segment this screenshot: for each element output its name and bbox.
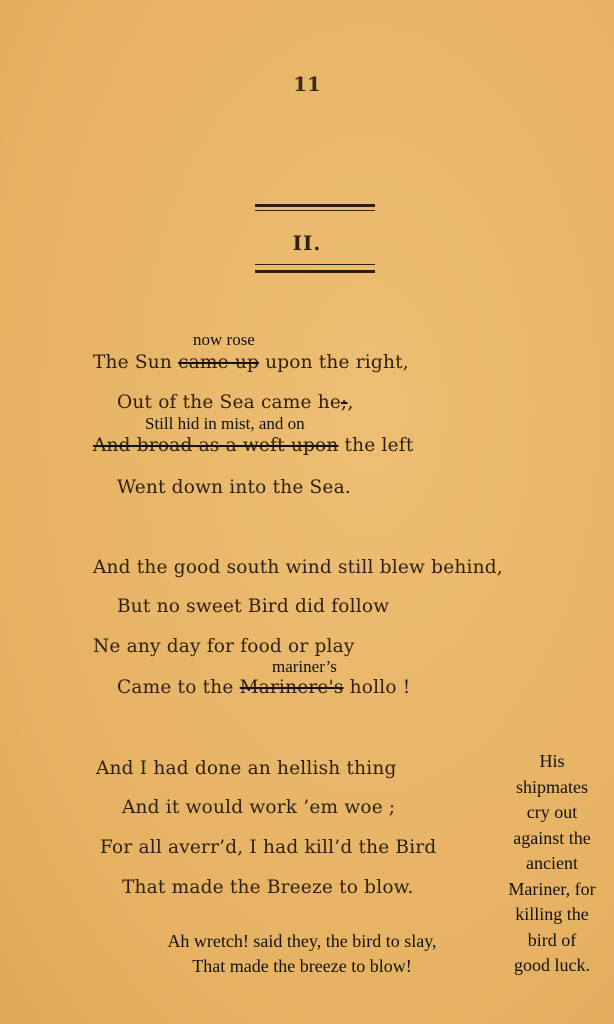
insertion-still-hid: Still hid in mist, and on bbox=[145, 414, 305, 433]
section-heading: II. bbox=[292, 231, 322, 255]
stanza2-line4 bbox=[117, 677, 410, 698]
gloss-line: ancient bbox=[526, 853, 578, 873]
gloss-line: against the bbox=[513, 827, 591, 848]
line-text: Came to the bbox=[117, 677, 240, 698]
line-text: hollo ! bbox=[343, 677, 411, 698]
line-text: the left bbox=[338, 435, 414, 456]
line-text: The Sun bbox=[93, 352, 179, 373]
insertion-now-rose: now rose bbox=[193, 330, 255, 349]
top-rule-thin bbox=[255, 210, 375, 211]
insertion-mariners: mariner’s bbox=[272, 657, 337, 676]
deleted-text: ; bbox=[341, 392, 348, 413]
stanza2-line1: And the good south wind still blew behind, bbox=[93, 557, 503, 578]
gloss-line: good luck. bbox=[514, 955, 590, 975]
gloss-line: cry out bbox=[526, 802, 578, 822]
gloss-line: killing the bbox=[515, 904, 589, 924]
stanza1-line2 bbox=[117, 392, 354, 413]
marginal-gloss bbox=[482, 749, 614, 979]
deleted-text: came up bbox=[178, 352, 259, 373]
line-text: , bbox=[347, 392, 354, 413]
stanza2-line3: Ne any day for food or play bbox=[93, 636, 355, 657]
stanza1-line1 bbox=[93, 352, 409, 373]
top-rule-thick bbox=[255, 204, 375, 207]
gloss-line: Mariner, for bbox=[508, 878, 596, 899]
page-number: 11 bbox=[293, 72, 321, 96]
stanza1-line4: Went down into the Sea. bbox=[117, 477, 351, 498]
stanza3-line1: And I had done an hellish thing bbox=[96, 758, 397, 779]
stanza1-line3 bbox=[93, 435, 413, 456]
deleted-text: And broad as a weft upon bbox=[93, 435, 339, 456]
gloss-line: His bbox=[539, 751, 565, 771]
stanza2-line2: But no sweet Bird did follow bbox=[117, 596, 390, 617]
gloss-line: shipmates bbox=[516, 776, 588, 797]
added-line-1: Ah wretch! said they, the bird to slay, bbox=[167, 931, 437, 951]
stanza3-line3: For all averr’d, I had kill’d the Bird bbox=[100, 837, 437, 858]
line-text: upon the right, bbox=[259, 352, 409, 373]
stanza3-line2: And it would work ’em woe ; bbox=[122, 797, 396, 818]
gloss-line: bird of bbox=[527, 929, 577, 950]
added-line-2: That made the breeze to blow! bbox=[192, 956, 412, 976]
bottom-rule-thin bbox=[255, 264, 375, 265]
deleted-text: Marinere's bbox=[239, 677, 344, 698]
added-couplet bbox=[122, 929, 482, 979]
stanza3-line4: That made the Breeze to blow. bbox=[122, 877, 414, 898]
line-text: Out of the Sea came he bbox=[117, 392, 341, 413]
bottom-rule-thick bbox=[255, 270, 375, 273]
